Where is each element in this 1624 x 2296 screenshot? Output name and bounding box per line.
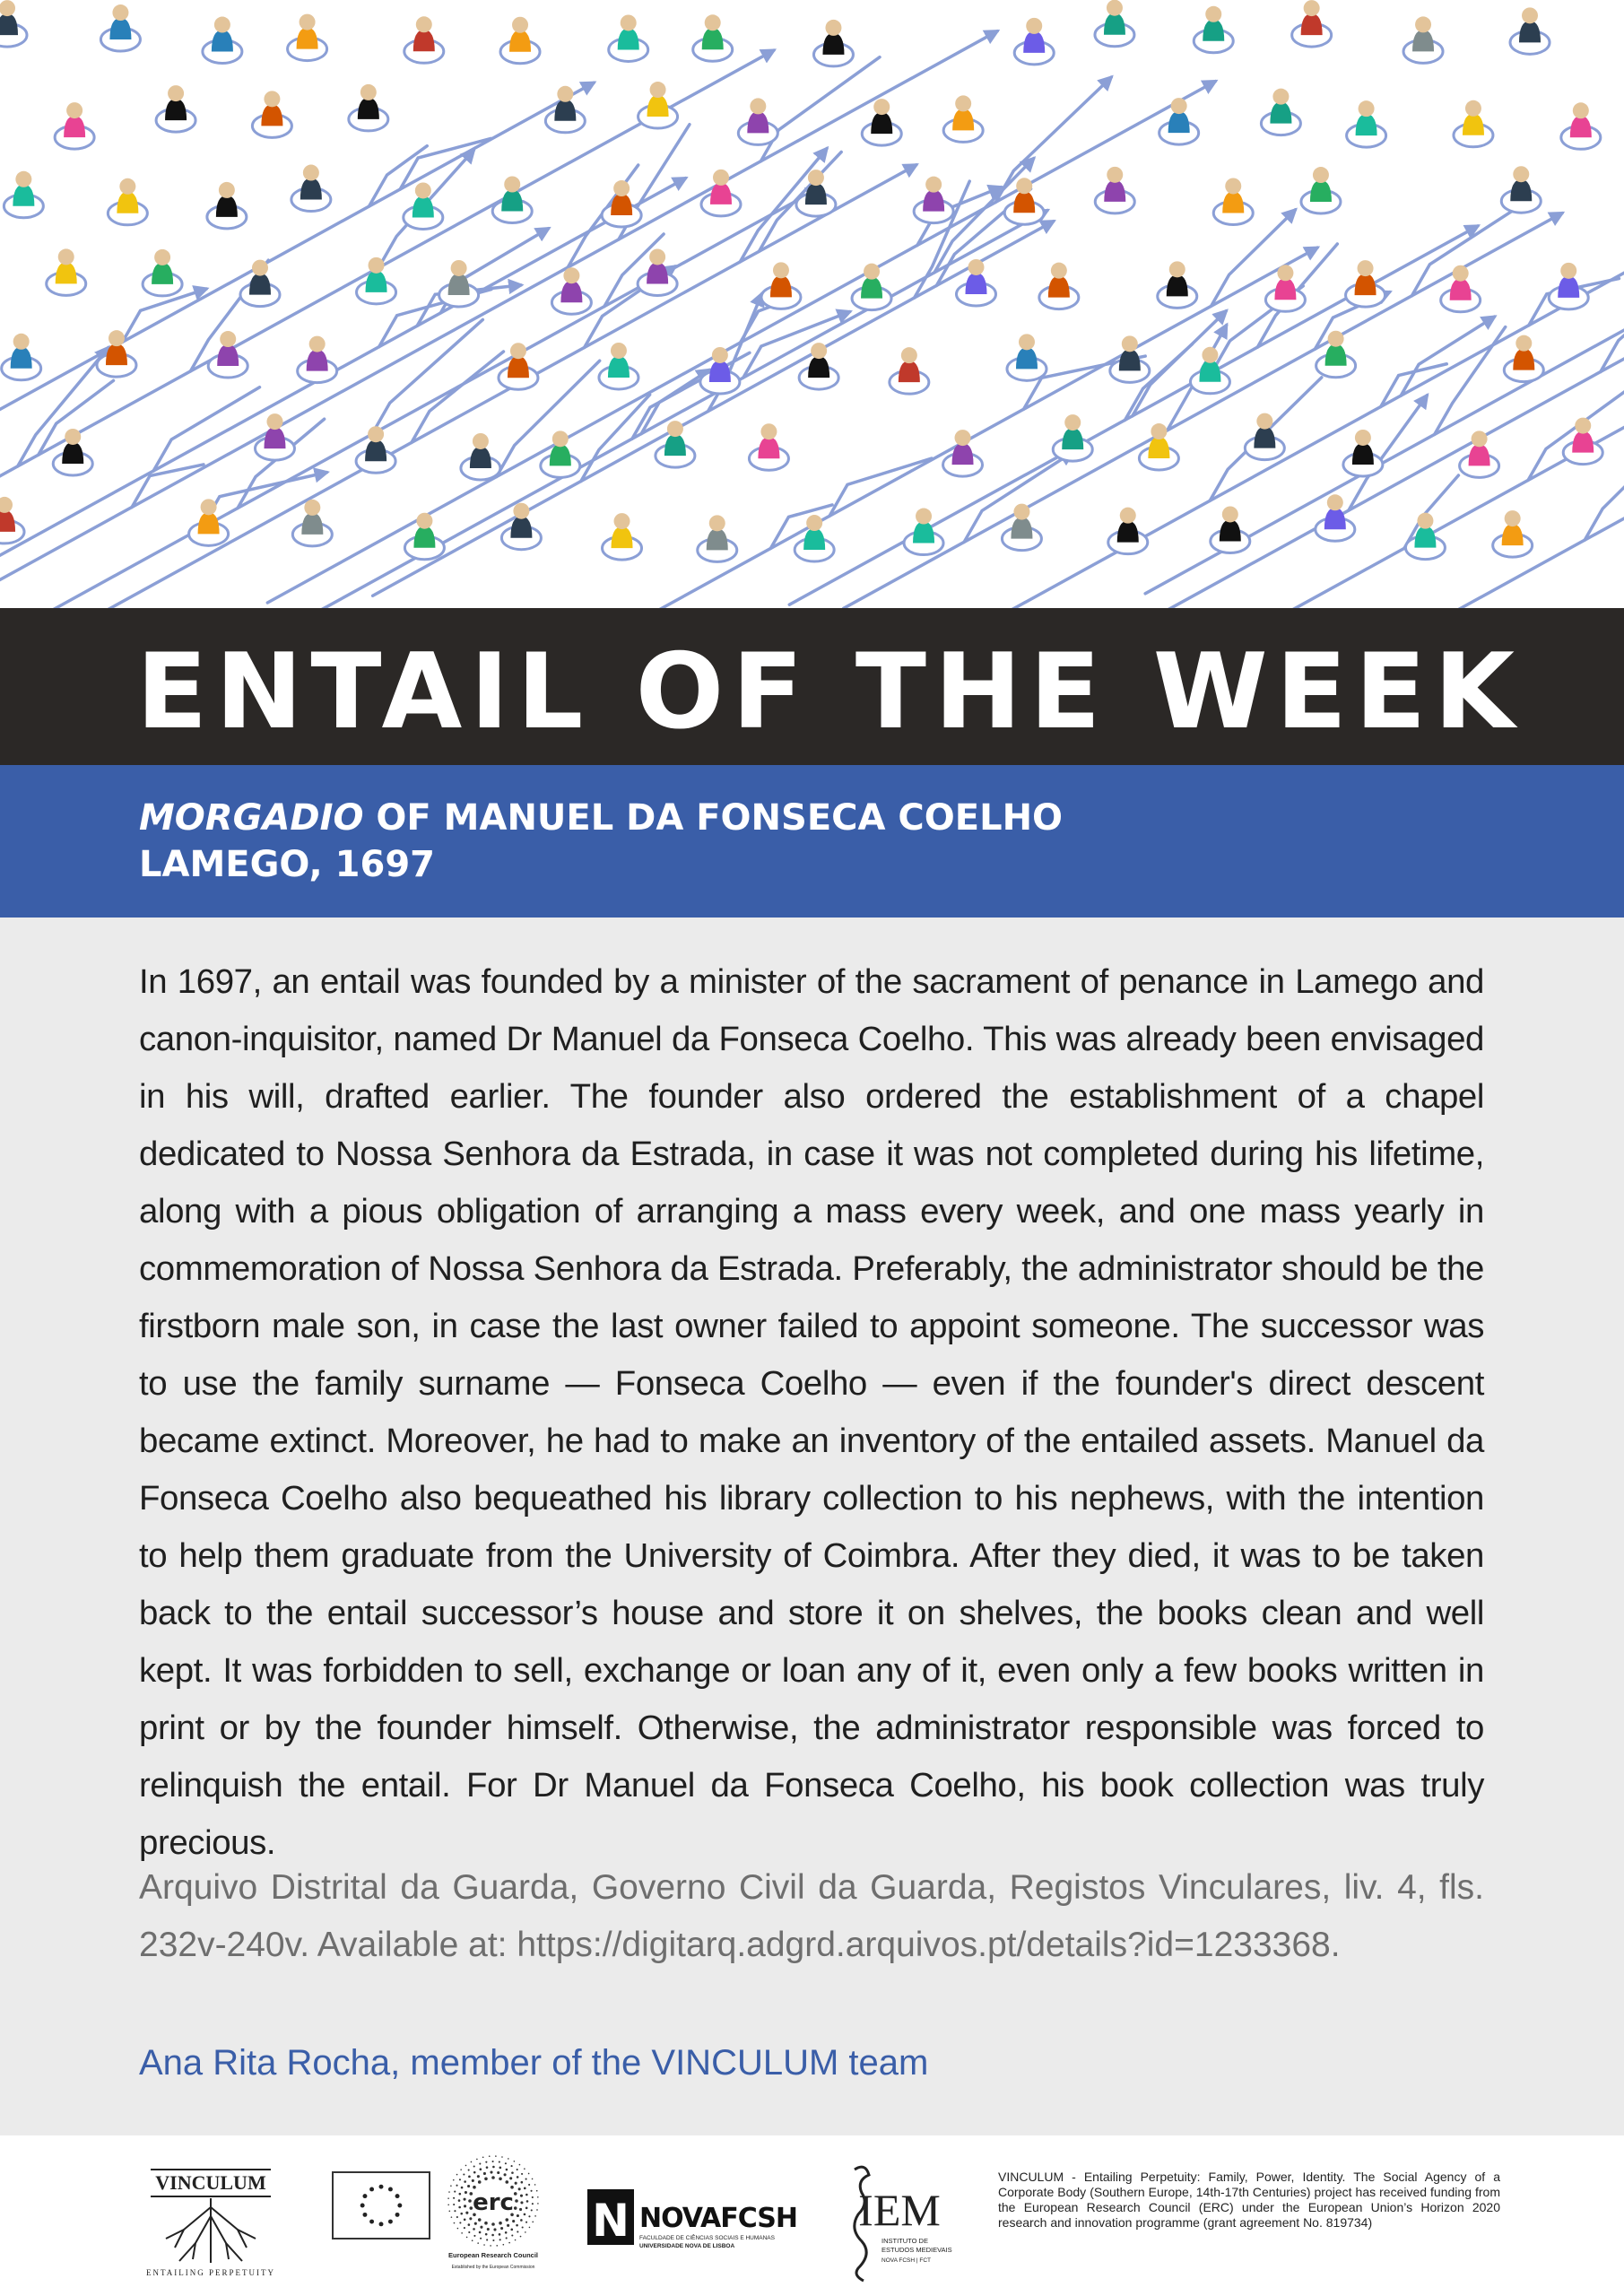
vinculum-logo xyxy=(143,2162,278,2279)
svg-text:INSTITUTO DE: INSTITUTO DE xyxy=(881,2237,928,2245)
svg-text:European Research Council: European Research Council xyxy=(447,2251,539,2259)
people-network-graphic xyxy=(0,0,1624,608)
svg-text:ESTUDOS MEDIEVAIS: ESTUDOS MEDIEVAIS xyxy=(881,2246,952,2254)
title-banner xyxy=(0,608,1624,765)
body-paragraph: In 1697, an entail was founded by a minister of the sacrament of penance in Lamego and canon-inquisitor, named Dr Manuel da Fonseca Coelho. This was already been envisaged in his will, drafted earlier. The founder also ordered the establishment of a chapel dedicated to Nossa Senhora da Estrada, in case it was not completed during his lifetime, along with a pious obligation of arranging a mass every week, and one mass yearly in commemoration of Nossa Senhora da Estrada. Preferably, the administrator should be the firstborn male son, in case the last owner failed to appoint someone. The successor was to use the family surname — Fonseca Coelho — even if the founder's direct descent became extinct. Moreover, he had to make an inventory of the entailed assets. Manuel da Fonseca Coelho also bequeathed his library collection to his nephews, with the intention to help them graduate from the University of Coimbra. After they died, it was to be taken back to the entail successor’s house and store it on shelves, the books clean and well kept. It was forbidden to sell, exchange or loan any of it, even only a few books written in print or by the founder himself. Otherwise, the administrator responsible was forced to relinquish the entail. For Dr Manuel da Fonseca Coelho, his book collection was truly precious. xyxy=(139,962,1484,1862)
svg-text:erc: erc xyxy=(473,2189,514,2216)
nova-fcsh-logo xyxy=(587,2182,797,2263)
page-title: ENTAIL OF THE WEEK xyxy=(136,631,1524,752)
iem-logo xyxy=(838,2161,952,2286)
footer-logos xyxy=(0,2135,1624,2296)
svg-text:ENTAILING PERPETUITY: ENTAILING PERPETUITY xyxy=(145,2268,276,2277)
eu-flag-logo xyxy=(332,2171,430,2239)
svg-text:NOVAFCSH: NOVAFCSH xyxy=(639,2203,797,2234)
svg-text:FACULDADE DE CIÊNCIAS SOCIAIS: FACULDADE DE CIÊNCIAS SOCIAIS E HUMANAS xyxy=(639,2235,775,2241)
subtitle-line-2: LAMEGO, 1697 xyxy=(139,844,435,885)
svg-text:VINCULUM: VINCULUM xyxy=(155,2171,266,2194)
funding-note: VINCULUM - Entailing Perpetuity: Family, Power, Identity. The Social Agency of a Corporate Body (Southern Europe, 14th-17th Centuries) project has received funding from the European Research Council (ERC) under the European Union’s Horizon 2020 research and innovation programme (grant agreement No. 819734) xyxy=(998,2170,1500,2230)
subtitle-name: OF MANUEL DA FONSECA COELHO xyxy=(363,797,1064,839)
svg-text:NOVA FCSH | FCT: NOVA FCSH | FCT xyxy=(881,2257,932,2264)
svg-text:UNIVERSIDADE NOVA DE LISBOA: UNIVERSIDADE NOVA DE LISBOA xyxy=(639,2243,735,2249)
source-citation: Arquivo Distrital da Guarda, Governo Civil da Guarda, Registos Vinculares, liv. 4, fls. 232v-240v. Available at: https://digitarq.adgrd.arquivos.pt/details?id=1233368. xyxy=(139,1868,1484,1964)
svg-text:N: N xyxy=(592,2195,630,2247)
svg-text:IEM: IEM xyxy=(858,2185,941,2235)
subtitle-banner xyxy=(0,765,1624,918)
hero-network-illustration xyxy=(0,0,1624,608)
svg-text:Established by the European Co: Established by the European Commission xyxy=(451,2265,535,2270)
erc-logo xyxy=(444,2161,543,2277)
subtitle-italic-term: MORGADIO xyxy=(139,797,364,839)
content-panel xyxy=(0,918,1624,2135)
subtitle-line-1 xyxy=(139,797,1063,839)
author-credit: Ana Rita Rocha, member of the VINCULUM team xyxy=(139,2043,929,2083)
